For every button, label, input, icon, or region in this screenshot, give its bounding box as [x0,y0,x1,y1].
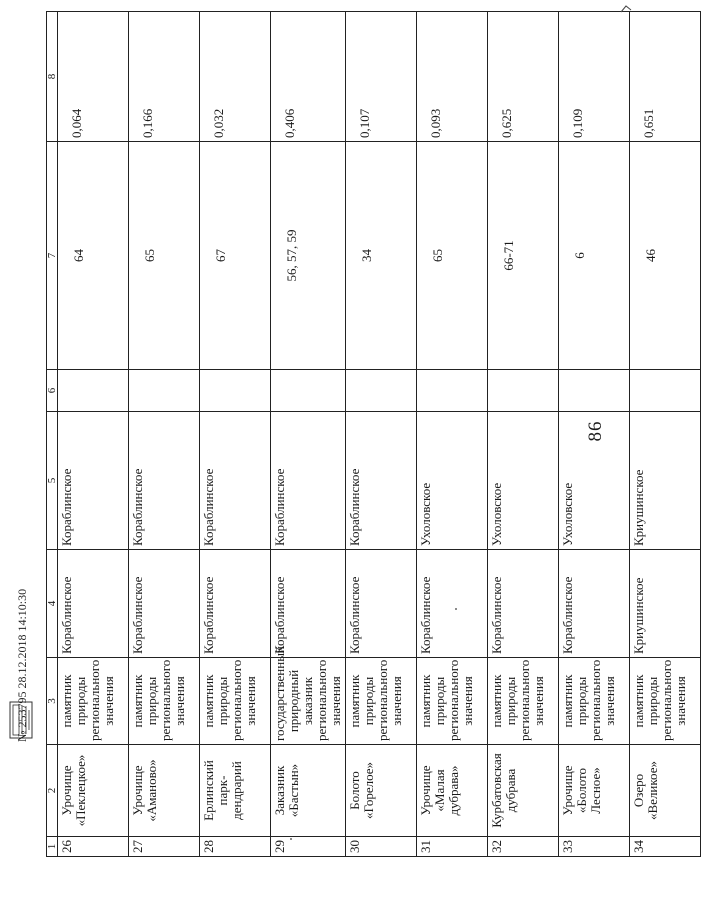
column-header: 4 [47,550,58,658]
site-name: Урочище «Пеклецкое» [58,745,129,837]
site-name: Урочище «Аманово» [129,745,200,837]
scan-speck [455,608,457,610]
forestry: Ухоловское [488,412,559,550]
column-6-value [488,370,559,412]
table-row [271,12,346,857]
table-row [58,12,129,857]
protection-category: памятник природы регионального значения [630,658,701,745]
site-name: Ерлинский парк-дендрарий [200,745,271,837]
area-value: 0,651 [630,12,701,142]
forestry: Кораблинское [271,412,346,550]
column-6-value [129,370,200,412]
column-6-value [271,370,346,412]
forestry: Ухоловское [559,412,630,550]
column-header: 7 [47,142,58,370]
column-header: 3 [47,658,58,745]
row-number: 32 [488,837,559,857]
forest-quarters: 46 [630,142,701,370]
table-row [417,12,488,857]
protection-category: памятник природы регионального значения [129,658,200,745]
column-6-value [200,370,271,412]
district: Криушинское [630,550,701,658]
district: Кораблинское [559,550,630,658]
column-header: 8 [47,12,58,142]
forest-quarters: 65 [129,142,200,370]
district: Кораблинское [346,550,417,658]
page-number: 86 [585,420,606,442]
area-value: 0,109 [559,12,630,142]
column-number-row [47,12,58,857]
column-6-value [58,370,129,412]
forestry: Криушинское [630,412,701,550]
column-header: 5 [47,412,58,550]
row-number: 28 [200,837,271,857]
site-name: Болото «Горелое» [346,745,417,837]
site-name: Курбатовская дубрава [488,745,559,837]
district: Кораблинское [488,550,559,658]
scan-speck [290,838,292,840]
forest-quarters: 64 [58,142,129,370]
row-number: 34 [630,837,701,857]
forestry: Кораблинское [346,412,417,550]
column-6-value [417,370,488,412]
area-value: 0,107 [346,12,417,142]
row-number: 29 [271,837,346,857]
column-header: 2 [47,745,58,837]
district: Кораблинское [58,550,129,658]
area-value: 0,064 [58,12,129,142]
column-6-value [346,370,417,412]
area-value: 0,625 [488,12,559,142]
protection-category: памятник природы регионального значения [559,658,630,745]
forestry: Кораблинское [129,412,200,550]
table-row [488,12,559,857]
district: Кораблинское [200,550,271,658]
area-value: 0,166 [129,12,200,142]
protection-category: памятник природы регионального значения [200,658,271,745]
site-name: Урочище «Болото Лесное» [559,745,630,837]
table-row [129,12,200,857]
protection-category: памятник природы регионального значения [346,658,417,745]
row-number: 31 [417,837,488,857]
district: Кораблинское [271,550,346,658]
protection-category: государственный природный заказник регионального значения [271,658,346,745]
forestry: Ухоловское [417,412,488,550]
forest-quarters: 67 [200,142,271,370]
site-name: Заказник «Бастын» [271,745,346,837]
table-row [346,12,417,857]
table-row [200,12,271,857]
forest-quarters: 34 [346,142,417,370]
district: Кораблинское [129,550,200,658]
row-number: 26 [58,837,129,857]
area-value: 0,032 [200,12,271,142]
forest-quarters: 65 [417,142,488,370]
column-6-value [559,370,630,412]
forestry: Кораблинское [58,412,129,550]
area-value: 0,093 [417,12,488,142]
registration-line: № 253795 28.12.2018 14:10:30 [15,588,29,742]
row-number: 27 [129,837,200,857]
protection-category: памятник природы регионального значения [488,658,559,745]
rotated-table-sheet [46,12,688,857]
forest-quarters: 56, 57, 59 [271,142,346,370]
row-number: 30 [346,837,417,857]
forestry: Кораблинское [200,412,271,550]
site-name: Озеро «Великое» [630,745,701,837]
column-header: 6 [47,370,58,412]
area-value: 0,406 [271,12,346,142]
row-number: 33 [559,837,630,857]
site-name: Урочище «Малая дубрава» [417,745,488,837]
column-6-value [630,370,701,412]
protection-category: памятник природы регионального значения [417,658,488,745]
table-row [630,12,701,857]
protection-category: памятник природы регионального значения [58,658,129,745]
column-header: 1 [47,837,58,857]
district: Кораблинское [417,550,488,658]
forest-quarters: 66-71 [488,142,559,370]
forest-quarters: 6 [559,142,630,370]
corner-mark-icon [620,4,632,14]
